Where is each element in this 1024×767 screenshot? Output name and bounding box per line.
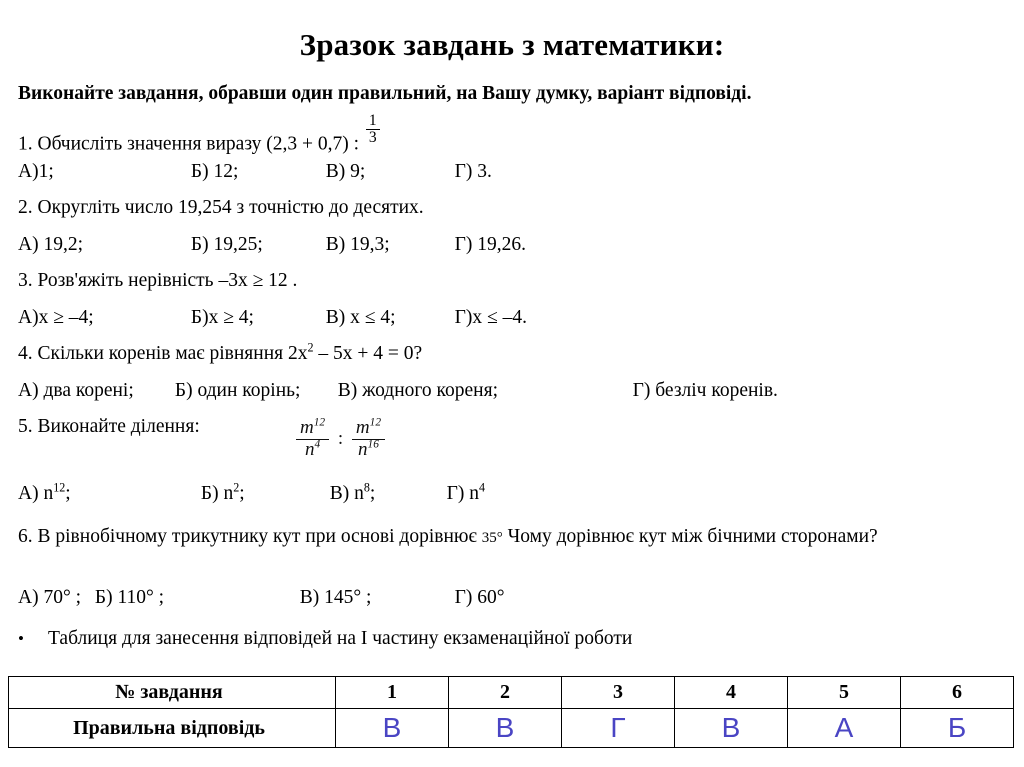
left-denominator: $n^4$: [296, 439, 329, 461]
question-3-options: [18, 306, 527, 329]
option-v[interactable]: В) жодного кореня;: [337, 380, 499, 401]
question-5-prompt: 5. Виконайте ділення:: [18, 416, 200, 437]
answer-table-note-text: Таблиця для занесення відповідей на I частину екзаменаційної роботи: [48, 628, 633, 649]
option-a[interactable]: А) два корені;: [18, 380, 134, 401]
task-number-2: 2: [449, 677, 562, 709]
option-b[interactable]: Б) $n^2$;: [200, 480, 245, 504]
answer-table-note: [18, 628, 632, 650]
right-fraction: [352, 418, 385, 460]
option-v[interactable]: В) 145° ;: [299, 587, 372, 608]
question-4-text-post: – 5х + 4 = 0?: [313, 343, 423, 364]
task-number-1: 1: [336, 677, 449, 709]
option-v[interactable]: В) х ≤ 4;: [325, 307, 396, 328]
option-a[interactable]: А) 19,2;: [18, 234, 83, 255]
question-6-prompt: [18, 525, 978, 548]
question-1-fraction: [366, 113, 380, 146]
question-6-text-post: Чому дорівнює кут між бічними сторонами?: [502, 526, 878, 547]
option-g[interactable]: Г)х ≤ –4.: [454, 307, 527, 328]
fraction-denominator: 3: [366, 129, 380, 146]
row-label-correct-answer: Правильна відповідь: [9, 709, 336, 748]
question-5-options: [18, 482, 485, 505]
question-4-text-pre: 4. Скільки коренів має рівняння 2х: [18, 343, 308, 364]
fraction-numerator: 1: [368, 112, 377, 129]
option-b[interactable]: Б)х ≥ 4;: [190, 307, 254, 328]
option-a[interactable]: А)1;: [18, 161, 54, 182]
option-v[interactable]: В) $n^8$;: [329, 480, 376, 504]
option-b[interactable]: Б) 19,25;: [190, 234, 263, 255]
question-1-prompt: [18, 112, 382, 156]
question-6-text-pre: 6. В рівнобічному трикутнику кут при основі дорівнює: [18, 526, 482, 547]
option-g[interactable]: Г) 19,26.: [454, 234, 527, 255]
question-2-options: [18, 233, 526, 256]
option-g[interactable]: Г) 3.: [454, 161, 492, 182]
page-title: Зразок завдань з математики:: [299, 27, 725, 62]
option-b[interactable]: Б) 110° ;: [94, 587, 165, 608]
question-4-exponent: 2: [307, 340, 314, 355]
table-row: [9, 709, 1014, 748]
option-a[interactable]: А)х ≥ –4;: [18, 307, 94, 328]
option-g[interactable]: Г) $n^4$: [446, 480, 486, 504]
task-number-4: 4: [675, 677, 788, 709]
question-6-angle: 35°: [481, 530, 503, 546]
option-b[interactable]: Б) 12;: [190, 161, 239, 182]
correct-answer-5: А: [788, 709, 901, 748]
option-v[interactable]: В) 9;: [325, 161, 366, 182]
bullet-icon: •: [18, 629, 24, 648]
option-v[interactable]: В) 19,3;: [325, 234, 390, 255]
task-number-3: 3: [562, 677, 675, 709]
option-g[interactable]: Г) 60°: [454, 587, 505, 608]
option-b[interactable]: Б) один корінь;: [174, 380, 301, 401]
correct-answer-2: В: [449, 709, 562, 748]
correct-answer-1: В: [336, 709, 449, 748]
row-label-task-number: № завдання: [9, 677, 336, 709]
instruction-line: Виконайте завдання, обравши один правильний, на Вашу думку, варіант відповіді.: [18, 83, 752, 104]
question-4-options: [18, 379, 778, 402]
question-1-text: 1. Обчисліть значення виразу (2,3 + 0,7) :: [18, 133, 360, 155]
question-3-prompt: 3. Розв'яжіть нерівність –3х ≥ 12 .: [18, 270, 298, 291]
right-denominator: $n^{16}$: [352, 439, 385, 461]
right-numerator: $m^{12}$: [355, 416, 382, 438]
task-number-6: 6: [901, 677, 1014, 709]
option-a[interactable]: А) $n^{12}$;: [18, 480, 71, 504]
question-4-prompt: [18, 342, 422, 365]
table-row: [9, 677, 1014, 709]
question-2-prompt: 2. Округліть число 19,254 з точністю до десятих.: [18, 197, 424, 218]
left-numerator: $m^{12}$: [300, 416, 326, 438]
option-g[interactable]: Г) безліч коренів.: [632, 380, 778, 401]
correct-answer-4: В: [675, 709, 788, 748]
question-1-options: [18, 160, 492, 183]
option-a[interactable]: А) 70° ;: [18, 587, 82, 608]
question-5-expression: [296, 418, 385, 460]
correct-answer-6: Б: [901, 709, 1014, 748]
correct-answer-3: Г: [562, 709, 675, 748]
division-operator: :: [337, 428, 344, 450]
task-number-5: 5: [788, 677, 901, 709]
answer-table: [8, 676, 1014, 748]
left-fraction: [296, 418, 329, 460]
question-6-options: [18, 586, 505, 609]
